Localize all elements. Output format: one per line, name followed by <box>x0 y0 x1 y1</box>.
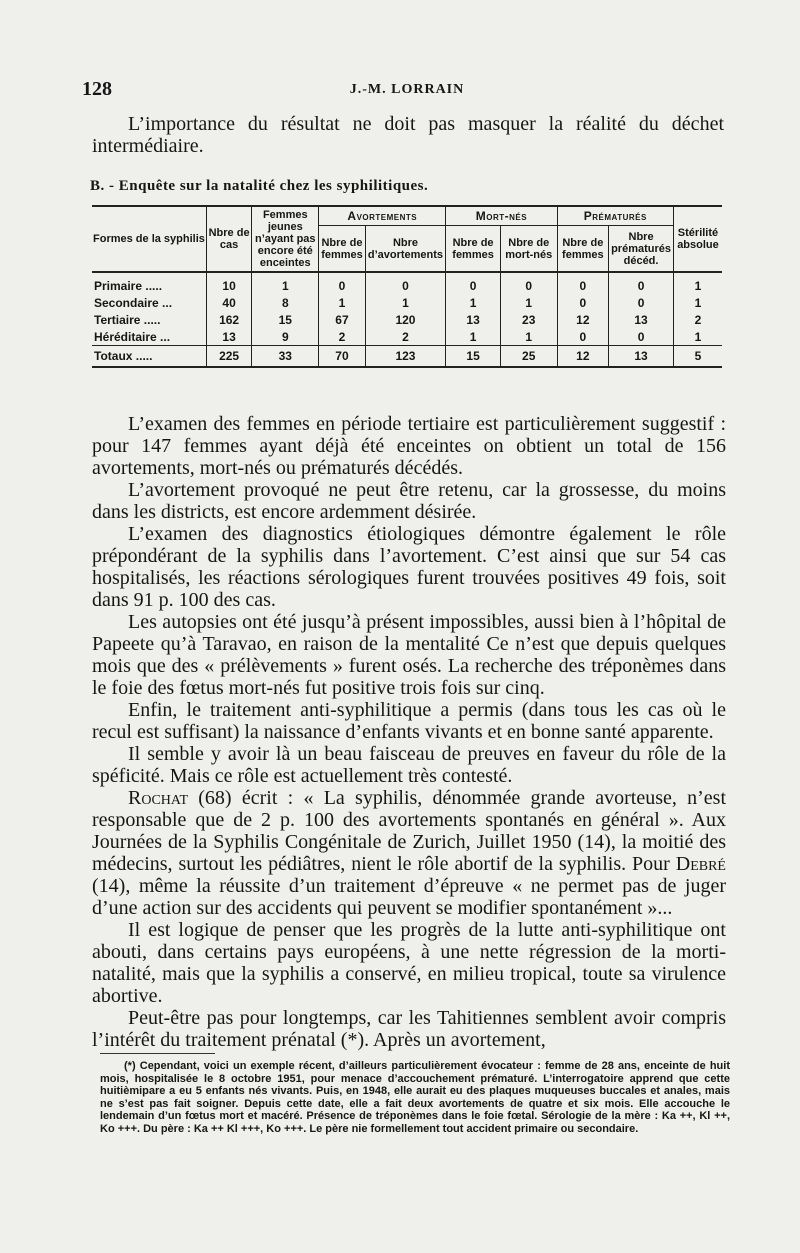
row-label: Primaire ..... <box>94 278 163 293</box>
header-group-mort-nes: Mort-nés <box>446 206 557 226</box>
paragraph: Il semble y avoir là un beau faisceau de preuves en faveur du rôle de la spéficité. Mais ce rôle est actuellement très contesté. <box>92 743 726 787</box>
table-cell: 0 <box>500 272 557 294</box>
paragraph: Les autopsies ont été jusqu’à présent impossibles, aussi bien à l’hôpital de Papeete qu’à Taravao, en raison de la mentalité Ce n’est que depuis quelques mois que des « prélèvements » furent osés. La recherche des tréponèmes dans le foie des fœtus mort-nés fut positive trois fois sur cinq. <box>92 611 726 699</box>
header-femmes-jeunes: Femmes jeunes n’ayant pas encore été enceintes <box>252 206 319 272</box>
author-name: Debré <box>675 853 726 875</box>
table-cell: 0 <box>365 272 446 294</box>
table-cell: 0 <box>609 272 674 294</box>
paragraph: Peut-être pas pour longtemps, car les Tahitiennes semblent avoir compris l’intérêt du traitement prénatal (*). Après un avortement, <box>92 1007 726 1051</box>
table-total-row <box>92 346 722 368</box>
table-cell: 1 <box>500 294 557 311</box>
paragraph: L’examen des diagnostics étiologiques démontre également le rôle prépondérant de la syphilis dans l’avortement. C’est ainsi que sur 54 cas hospitalisés, les réactions sérologiques furent trouvées positives 49 fois, soit dans 91 p. 100 des cas. <box>92 523 726 611</box>
footnote-divider <box>100 1053 215 1054</box>
table-cell: 70 <box>319 346 365 368</box>
table-cell: 40 <box>206 294 251 311</box>
table-cell: 225 <box>206 346 251 368</box>
table-cell: 1 <box>673 272 722 294</box>
table-cell: 162 <box>206 311 251 328</box>
table-cell: 123 <box>365 346 446 368</box>
table-cell: 13 <box>446 311 501 328</box>
table-cell: 12 <box>557 311 609 328</box>
paragraph: L’examen des femmes en période tertiaire est particulièrement suggestif : pour 147 femmes ayant déjà été enceintes on obtient un total de 156 avortements, mort-nés ou prématurés décédés. <box>92 413 726 479</box>
table-cell: 1 <box>673 328 722 346</box>
natality-table <box>92 205 722 368</box>
paragraph: Il est logique de penser que les progrès de la lutte anti-syphilitique ont abouti, dans certains pays européens, à une nette régression de la morti-natalité, mais que la syphilis a conservé, en milieu tropical, toute sa virulence abortive. <box>92 919 726 1007</box>
table-cell: 10 <box>206 272 251 294</box>
table-row <box>92 311 722 328</box>
row-label: Tertiaire ..... <box>94 312 161 327</box>
paragraph: Enfin, le traitement anti-syphilitique a permis (dans tous les cas où le recul est suffisant) la naissance d’enfants vivants et en bonne santé apparente. <box>92 699 726 743</box>
table-cell: 23 <box>500 311 557 328</box>
table-cell: 1 <box>673 294 722 311</box>
page-header <box>82 78 732 102</box>
header-sterilite: Stérilité absolue <box>673 206 722 272</box>
table-cell: 25 <box>500 346 557 368</box>
table-cell: 0 <box>609 294 674 311</box>
subheader-prematures-femmes: Nbre de femmes <box>557 226 609 272</box>
table-row <box>92 328 722 346</box>
running-title: J.-M. LORRAIN <box>349 82 465 97</box>
table-cell: 5 <box>673 346 722 368</box>
natality-table-container <box>92 205 722 368</box>
table-row <box>92 272 722 294</box>
table-cell: 1 <box>500 328 557 346</box>
section-title: B. - Enquête sur la natalité chez les syphilitiques. <box>90 178 429 194</box>
subheader-prematures-deceds: Nbre prématurés décéd. <box>609 226 674 272</box>
author-name: Rochat <box>128 787 189 809</box>
page-number: 128 <box>82 78 112 100</box>
total-label: Totaux ..... <box>92 346 206 368</box>
table-cell: 2 <box>673 311 722 328</box>
table-cell: 67 <box>319 311 365 328</box>
row-label: Secondaire ... <box>94 295 173 310</box>
table-cell: 33 <box>252 346 319 368</box>
table-cell: 15 <box>252 311 319 328</box>
text-run: (14), même la réussite d’un traitement d’épreuve « ne permet pas de juger d’une action sur des accidents qui peuvent se modifier spontanément »... <box>92 875 726 919</box>
subheader-avortements-femmes: Nbre de femmes <box>319 226 365 272</box>
table-cell: 13 <box>609 311 674 328</box>
rochat-paragraph <box>92 787 726 919</box>
header-group-avortements: Avortements <box>319 206 446 226</box>
table-cell: 15 <box>446 346 501 368</box>
table-row <box>92 294 722 311</box>
table-cell: 120 <box>365 311 446 328</box>
subheader-mort-nes-femmes: Nbre de femmes <box>446 226 501 272</box>
header-nbre-cas: Nbre de cas <box>206 206 251 272</box>
intro-paragraph: L’importance du résultat ne doit pas masquer la réalité du déchet intermédiaire. <box>92 113 724 157</box>
table-cell: 13 <box>609 346 674 368</box>
table-cell: 8 <box>252 294 319 311</box>
paragraph: L’avortement provoqué ne peut être retenu, car la grossesse, du moins dans les districts, est encore ardemment désirée. <box>92 479 726 523</box>
subheader-avortements-nombre: Nbre d’avortements <box>365 226 446 272</box>
table-cell: 0 <box>557 294 609 311</box>
table-cell: 12 <box>557 346 609 368</box>
subheader-mort-nes-nombre: Nbre de mort-nés <box>500 226 557 272</box>
table-cell: 0 <box>557 328 609 346</box>
table-cell: 0 <box>446 272 501 294</box>
row-label: Héréditaire ... <box>94 329 171 344</box>
header-formes: Formes de la syphilis <box>93 233 205 245</box>
header-group-prematures: Prématurés <box>557 206 673 226</box>
table-cell: 1 <box>252 272 319 294</box>
table-cell: 2 <box>365 328 446 346</box>
table-cell: 1 <box>365 294 446 311</box>
table-cell: 9 <box>252 328 319 346</box>
text-run: (68) écrit : « La syphilis, dénommée grande avorteuse, n’est responsable que de 2 p. 100 des avortements spontanés en général ». Aux Journées de la Syphilis Congénitale de Zurich, Juillet 1950 (14), la moitié des médecins, surtout les pédiâtres, nient le rôle abortif de la syphilis. Pour <box>92 787 726 875</box>
table-cell: 0 <box>319 272 365 294</box>
footnote: (*) Cependant, voici un exemple récent, d’ailleurs particulièrement évocateur : femme de 28 ans, enceinte de huit mois, hospitalisée le 8 octobre 1951, pour menace d’accouchement prématuré. L’interrogatoire apprend que cette huitièmipare a eu 5 enfants nés vivants. Puis, en 1948, elle aurait eu des plaques muqueuses buccales et anales, mais ne s’est pas fait soigner. Depuis cette date, elle a fait deux avortements de quatre et six mois. Elle accouche le lendemain d’un fœtus mort et macéré. Présence de tréponèmes dans le foie fœtal. Sérologie de la mère : Ka ++, Kl ++, Ko +++. Du père : Ka ++ Kl +++, Ko +++. Le père nie formellement tout accident primaire ou secondaire. <box>100 1060 730 1135</box>
table-cell: 1 <box>446 328 501 346</box>
table-cell: 1 <box>446 294 501 311</box>
table-cell: 13 <box>206 328 251 346</box>
table-cell: 1 <box>319 294 365 311</box>
table-cell: 0 <box>609 328 674 346</box>
table-cell: 0 <box>557 272 609 294</box>
body-text <box>92 413 726 1051</box>
table-cell: 2 <box>319 328 365 346</box>
